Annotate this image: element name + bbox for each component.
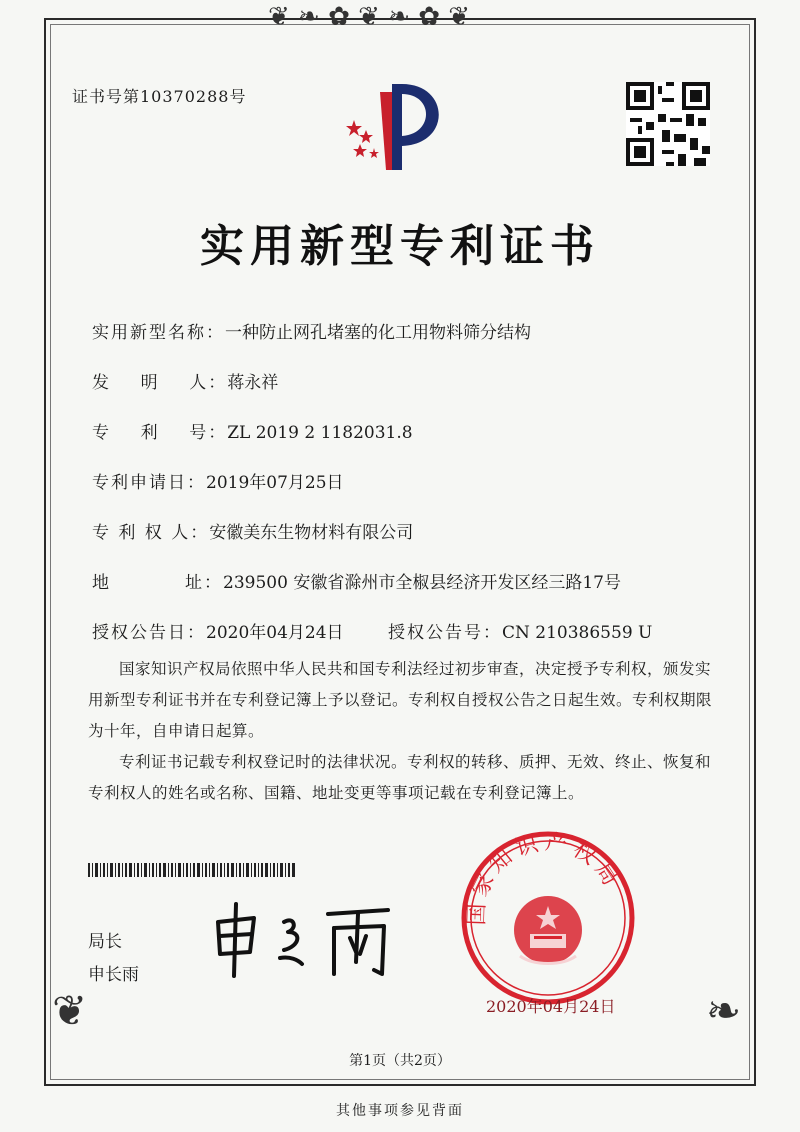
official-seal-icon bbox=[460, 830, 636, 1006]
top-ornament-icon: ❦ ❧ ✿ ❦ ❧ ✿ ❦ bbox=[268, 2, 471, 32]
seal-text: 国家知识产权局 bbox=[464, 830, 626, 926]
filing-date-row bbox=[92, 468, 344, 493]
description-paragraph-1: 国家知识产权局依照中华人民共和国专利法经过初步审查，决定授予专利权，颁发实用新型专利证书并在专利登记簿上予以登记。专利权自授权公告之日起生效。专利权期限为十年，自申请日起算。 bbox=[88, 660, 713, 740]
utility-model-name-value: 一种防止网孔堵塞的化工用物料筛分结构 bbox=[225, 323, 531, 343]
inventor-value: 蒋永祥 bbox=[227, 373, 279, 393]
patent-number-row bbox=[92, 418, 413, 443]
barcode-icon bbox=[88, 863, 296, 877]
grant-date-row bbox=[92, 618, 344, 643]
description-paragraph-2: 专利证书记载专利权登记时的法律状况。专利权的转移、质押、无效、终止、恢复和专利权人的姓名或名称、国籍、地址变更等事项记载在专利登记簿上。 bbox=[88, 753, 712, 802]
certificate-number: 证书号第10370288号 bbox=[72, 87, 247, 106]
footer-note: 其他事项参见背面 bbox=[336, 1103, 464, 1119]
address-value: 239500 安徽省滁州市全椒县经济开发区经三路17号 bbox=[223, 573, 621, 593]
inventor-row bbox=[92, 368, 278, 393]
bottom-right-ornament-icon: ❧ bbox=[706, 986, 742, 1035]
qr-code-icon[interactable] bbox=[626, 82, 710, 166]
filing-date-label: 专利申请日： bbox=[92, 473, 206, 493]
filing-date-value: 2019年07月25日 bbox=[206, 473, 344, 493]
description-block bbox=[88, 654, 718, 809]
certificate-inner-border bbox=[50, 24, 750, 1080]
patent-number-value: ZL 2019 2 1182031.8 bbox=[227, 423, 413, 443]
patentee-label: 专 利 权 人： bbox=[92, 523, 210, 543]
director-name: 申长雨 bbox=[88, 965, 139, 985]
inventor-label: 发 明 人： bbox=[92, 373, 228, 393]
page-number: 第1页（共2页） bbox=[349, 1053, 451, 1069]
seal-date: 2020年04月24日 bbox=[486, 997, 616, 1016]
grant-number-row bbox=[388, 618, 652, 643]
handwritten-signature-icon bbox=[210, 898, 400, 980]
utility-model-name-row bbox=[92, 318, 531, 343]
grant-date-value: 2020年04月24日 bbox=[206, 623, 344, 643]
patentee-row bbox=[92, 518, 413, 543]
grant-number-label: 授权公告号： bbox=[388, 623, 502, 643]
patentee-value: 安徽美东生物材料有限公司 bbox=[209, 523, 414, 543]
utility-model-name-label: 实用新型名称： bbox=[92, 323, 225, 343]
grant-number-value: CN 210386559 U bbox=[502, 623, 653, 643]
patent-number-label: 专 利 号： bbox=[92, 423, 228, 443]
bottom-left-ornament-icon: ❦ bbox=[52, 986, 88, 1035]
patent-office-logo-icon bbox=[330, 74, 450, 174]
certificate-title: 实用新型专利证书 bbox=[200, 221, 600, 272]
address-label: 地 址： bbox=[92, 573, 224, 593]
address-row bbox=[92, 568, 621, 593]
grant-date-label: 授权公告日： bbox=[92, 623, 206, 643]
director-title: 局长 bbox=[88, 932, 122, 952]
